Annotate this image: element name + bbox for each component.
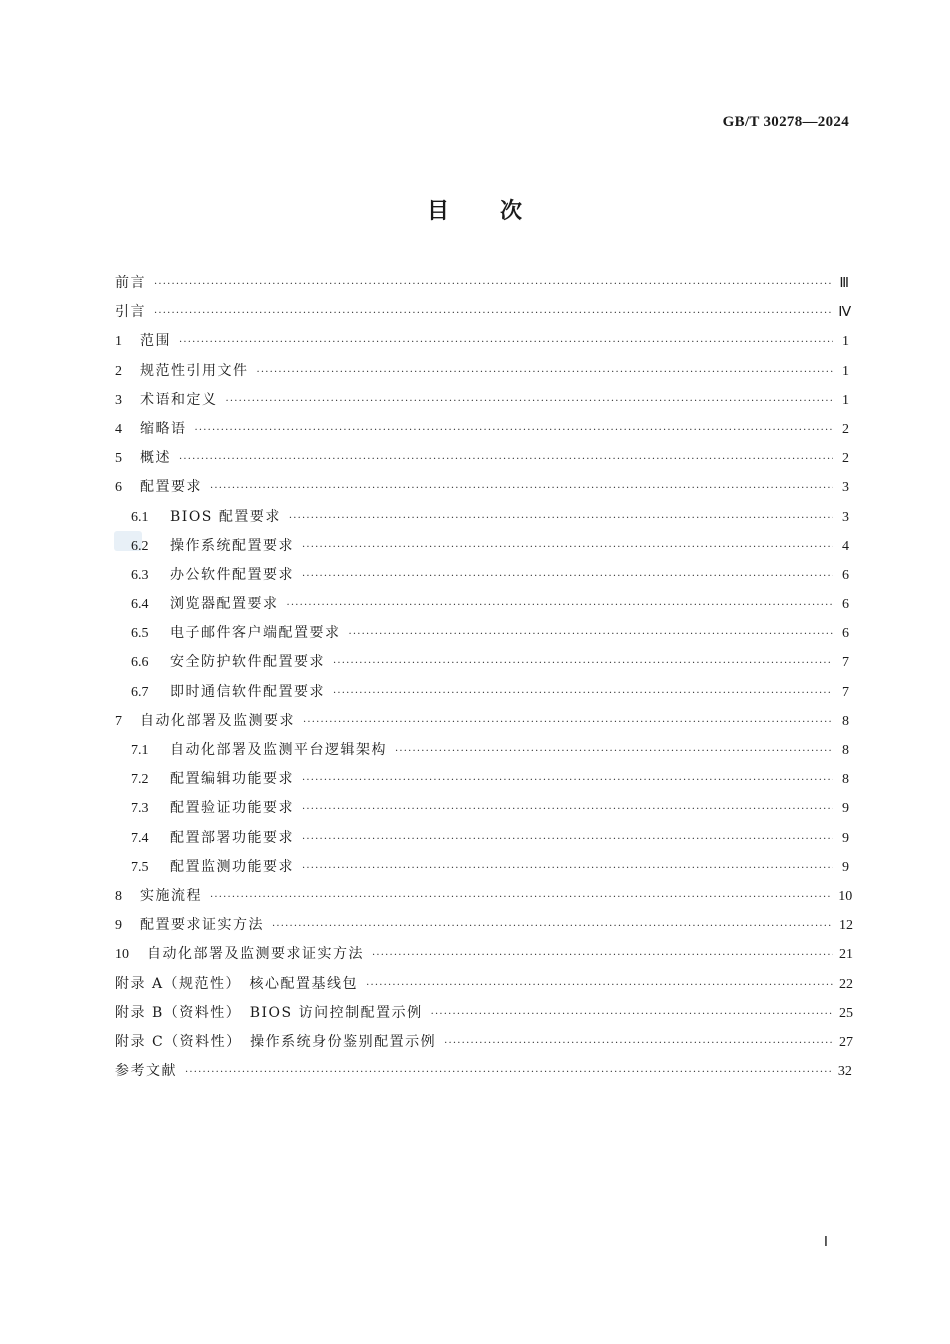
toc-entry-number: 6	[115, 480, 122, 496]
dot-leader	[195, 416, 834, 445]
toc-entry-page: 22	[839, 976, 853, 992]
toc-entry-page: 2	[842, 421, 849, 437]
toc-entry-number: 7.5	[131, 859, 149, 875]
toc-entry-number: 7.3	[131, 801, 149, 817]
dot-leader	[302, 766, 833, 795]
toc-entry[interactable]	[115, 999, 853, 1028]
toc-entry-page: 3	[842, 480, 849, 496]
dot-leader	[210, 883, 832, 912]
toc-entry-number: 10	[115, 947, 129, 963]
toc-entry-number: 6.6	[131, 655, 149, 671]
standard-code: GB/T 30278—2024	[722, 114, 849, 130]
toc-entry-label: 参考文献	[115, 1063, 177, 1080]
toc-entry-page: 21	[839, 947, 853, 963]
toc-entry[interactable]	[115, 940, 853, 969]
toc-entry[interactable]	[115, 561, 849, 590]
toc-entry-page: Ⅳ	[838, 305, 852, 321]
toc-entry-label: 配置要求证实方法	[140, 917, 264, 934]
toc-entry[interactable]	[115, 532, 849, 561]
toc-entry-page: 2	[842, 451, 849, 467]
toc-entry-label: 范围	[140, 333, 171, 350]
toc-entry-number: 9	[115, 918, 122, 934]
toc-entry-page: 8	[842, 772, 849, 788]
toc-entry-page: 12	[839, 918, 853, 934]
dot-leader	[210, 474, 833, 503]
toc-entry-label: 安全防护软件配置要求	[170, 654, 325, 671]
toc-entry-label: 引言	[115, 304, 146, 321]
dot-leader	[185, 1058, 832, 1087]
toc-entry-page: Ⅲ	[839, 276, 849, 291]
toc-entry[interactable]	[115, 648, 849, 677]
toc-entry-page: 1	[842, 363, 849, 379]
dot-leader	[302, 825, 833, 854]
toc-title	[0, 194, 950, 225]
dot-leader	[444, 1029, 833, 1058]
toc-entry-label: 规范性引用文件	[140, 362, 249, 379]
dot-leader	[226, 387, 834, 416]
toc-entry-label: 自动化部署及监测平台逻辑架构	[170, 742, 387, 758]
toc-entry[interactable]	[115, 298, 852, 327]
toc-entry-number: 7.1	[131, 743, 149, 758]
dot-leader	[303, 708, 833, 737]
toc-entry-label: 配置编辑功能要求	[170, 771, 294, 788]
dot-leader	[431, 1000, 833, 1029]
toc-entry-number: 6.3	[131, 567, 149, 583]
toc-entry-number: 6.1	[131, 509, 149, 525]
dot-leader	[395, 737, 833, 766]
toc-entry[interactable]	[115, 1028, 853, 1057]
dot-leader	[272, 912, 833, 941]
dot-leader	[289, 504, 833, 533]
toc-entry-label: 附录 C（资料性） 操作系统身份鉴别配置示例	[115, 1033, 437, 1050]
toc-entry-label: 概述	[140, 450, 171, 467]
toc-entry-page: 6	[842, 567, 849, 583]
toc-entry[interactable]	[115, 765, 849, 794]
dot-leader	[257, 358, 834, 387]
toc-entry-label: 术语和定义	[140, 391, 218, 408]
toc-entry-number: 6.4	[131, 597, 149, 613]
toc-entry[interactable]	[115, 911, 853, 940]
dot-leader	[154, 299, 832, 328]
toc-entry-page: 7	[842, 684, 849, 700]
toc-entry[interactable]	[115, 269, 849, 298]
toc-entry-number: 6.2	[131, 538, 149, 554]
toc-entry-number: 1	[115, 334, 122, 350]
dot-leader	[179, 328, 833, 357]
dot-leader	[366, 971, 833, 1000]
toc-entry-label: 配置部署功能要求	[170, 829, 294, 846]
toc-entry[interactable]	[115, 1057, 852, 1086]
toc-entry-label: 即时通信软件配置要求	[170, 683, 325, 700]
toc-entry-label: 自动化部署及监测要求证实方法	[147, 946, 364, 963]
toc-entry-label: 配置验证功能要求	[170, 800, 294, 817]
toc-entry-number: 7	[115, 713, 122, 729]
toc-entry-label: 前言	[115, 275, 146, 291]
toc-entry-label: 操作系统配置要求	[170, 537, 294, 554]
toc-entry-page: 6	[842, 597, 849, 613]
toc-entry-page: 4	[842, 538, 849, 554]
toc-entry[interactable]	[115, 473, 849, 502]
toc-entry-number: 6.7	[131, 684, 149, 700]
toc-entry-label: 配置要求	[140, 479, 202, 496]
dot-leader	[302, 854, 833, 883]
toc-entry-label: 缩略语	[140, 420, 187, 437]
dot-leader	[349, 620, 834, 649]
toc-entry[interactable]	[115, 357, 849, 386]
toc-entry[interactable]	[115, 590, 849, 619]
toc-entry-page: 27	[839, 1034, 853, 1050]
toc-entry-label: 附录 B（资料性） BIOS 访问控制配置示例	[115, 1004, 423, 1021]
toc-entry-label: 自动化部署及监测要求	[140, 712, 295, 729]
dot-leader	[287, 591, 834, 620]
toc-entry-page: 32	[837, 1064, 852, 1080]
toc-entry-label: 浏览器配置要求	[170, 596, 279, 613]
dot-leader	[302, 533, 833, 562]
toc-entry-label: 附录 A（规范性） 核心配置基线包	[115, 975, 359, 992]
table-of-contents	[115, 269, 853, 1086]
toc-entry[interactable]	[115, 678, 849, 707]
toc-entry-page: 10	[838, 888, 853, 904]
page-number: Ⅰ	[823, 1235, 828, 1250]
toc-entry-label: 电子邮件客户端配置要求	[170, 625, 341, 642]
dot-leader	[333, 649, 833, 678]
toc-entry[interactable]	[115, 415, 849, 444]
toc-entry-page: 8	[842, 713, 849, 729]
toc-entry[interactable]	[115, 794, 849, 823]
toc-entry-number: 8	[115, 888, 122, 904]
toc-entry-label: 配置监测功能要求	[170, 858, 294, 875]
toc-entry[interactable]	[115, 707, 849, 736]
toc-title-part2: 次	[500, 199, 524, 224]
toc-entry-label: 办公软件配置要求	[170, 566, 294, 583]
dot-leader	[302, 562, 833, 591]
toc-entry-number: 7.2	[131, 772, 149, 788]
dot-leader	[302, 795, 833, 824]
toc-entry[interactable]	[115, 970, 853, 999]
toc-entry-page: 1	[842, 392, 849, 408]
toc-entry[interactable]	[115, 824, 849, 853]
toc-entry-number: 6.5	[131, 626, 149, 642]
toc-entry-label: 实施流程	[140, 887, 202, 904]
toc-entry-number: 4	[115, 421, 122, 437]
toc-entry-number: 2	[115, 363, 122, 379]
toc-entry-page: 1	[842, 334, 849, 350]
toc-entry[interactable]	[115, 853, 849, 882]
toc-entry[interactable]	[115, 882, 853, 911]
toc-entry[interactable]	[115, 444, 849, 473]
toc-entry[interactable]	[115, 619, 849, 648]
dot-leader	[179, 445, 833, 474]
dot-leader	[372, 941, 833, 970]
toc-entry-page: 3	[842, 509, 849, 525]
toc-title-part1: 目	[426, 199, 450, 224]
toc-entry-number: 7.4	[131, 830, 149, 846]
toc-entry-page: 9	[842, 801, 849, 817]
toc-entry-page: 8	[842, 743, 849, 758]
toc-entry-page: 7	[842, 655, 849, 671]
toc-entry[interactable]	[115, 503, 849, 532]
dot-leader	[333, 679, 833, 708]
toc-entry-page: 9	[842, 830, 849, 846]
toc-entry[interactable]	[115, 386, 849, 415]
dot-leader	[154, 270, 833, 299]
toc-entry[interactable]	[115, 736, 849, 765]
toc-entry-number: 5	[115, 451, 122, 467]
toc-entry-page: 6	[842, 626, 849, 642]
toc-entry[interactable]	[115, 327, 849, 356]
toc-entry-page: 25	[839, 1005, 853, 1021]
toc-entry-page: 9	[842, 859, 849, 875]
toc-entry-number: 3	[115, 392, 122, 408]
toc-entry-label: BIOS 配置要求	[170, 508, 281, 525]
